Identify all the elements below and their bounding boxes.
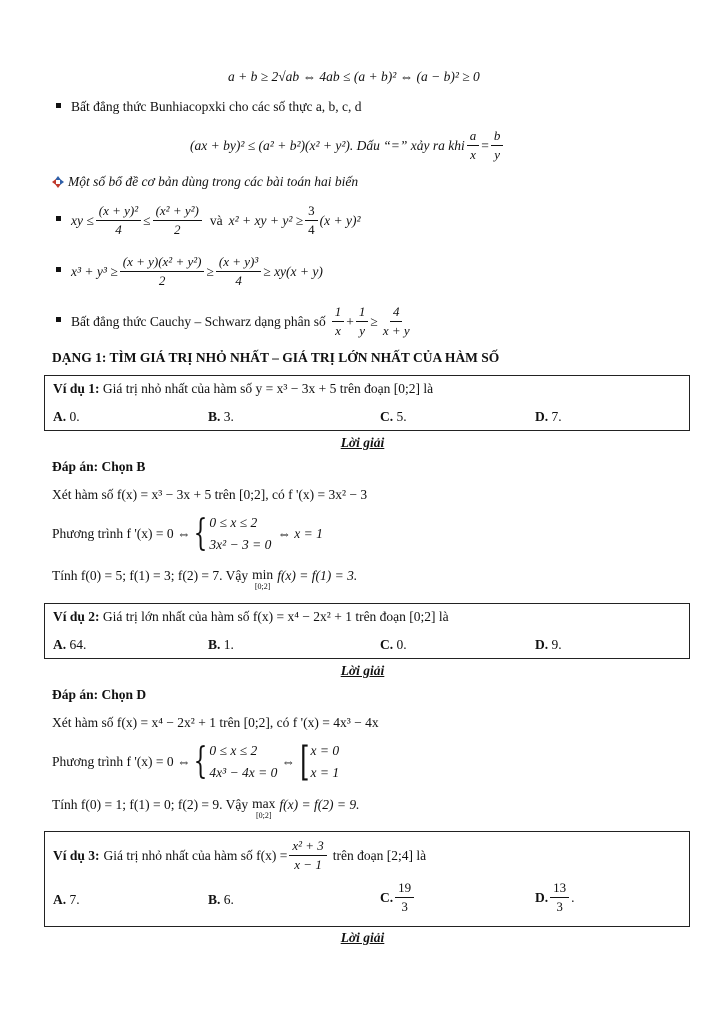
frac-den: 3 — [556, 899, 563, 915]
ex2-option-b — [208, 637, 234, 653]
frac-den: 2 — [158, 273, 166, 289]
frac-4-xy — [380, 304, 413, 340]
frac-num: b — [491, 128, 504, 146]
option-key: B. — [208, 409, 221, 424]
option-value: 6. — [223, 892, 234, 907]
lemma-2-end: ≥ xy(x + y) — [263, 263, 323, 279]
lemma-1-mid: x² + xy + y² ≥ — [228, 212, 304, 228]
example-1-label: Ví dụ 1: — [53, 381, 100, 396]
example-2-label: Ví dụ 2: — [53, 609, 100, 624]
ex3-option-d — [535, 880, 575, 916]
option-d-fraction — [550, 880, 569, 916]
bode-heading-row — [52, 174, 358, 190]
example-3-question-end: trên đoạn [2;4] là — [332, 847, 427, 863]
left-bracket: [ — [300, 739, 310, 785]
example-1-question-row — [53, 381, 433, 397]
system-line-1: 0 ≤ x ≤ 2 — [209, 743, 258, 758]
equivalence-arrow: ⇔ — [281, 754, 295, 769]
ex2-option-a — [53, 637, 86, 653]
le-sign: ≤ — [143, 212, 151, 228]
frac-den: y — [359, 323, 366, 339]
option-value: 7. — [69, 892, 80, 907]
bunhia-bullet — [56, 99, 362, 115]
option-key: C. — [380, 409, 394, 424]
frac-num: (x² + y²) — [153, 203, 202, 221]
frac-den: 2 — [173, 222, 181, 238]
frac-den: x — [335, 323, 341, 339]
equals-sign: = — [481, 137, 489, 153]
fraction-a-x — [467, 128, 480, 164]
frac-num: 13 — [550, 880, 569, 898]
frac-num: (x + y)² — [96, 203, 141, 221]
ex1-line1: Xét hàm số f(x) = x³ − 3x + 5 trên [0;2], có f '(x) = 3x² − 3 — [52, 487, 368, 502]
plus-sign: + — [346, 313, 354, 329]
option-value: 9. — [551, 637, 562, 652]
ex2-conclusion — [52, 797, 360, 820]
ex2-answer: Đáp án: Chọn D — [52, 687, 147, 702]
and-word: và — [209, 212, 223, 228]
option-value: 0. — [396, 637, 407, 652]
ex3-function-fraction — [289, 838, 326, 874]
ex1-option-d — [535, 409, 562, 425]
frac-num: 1 — [356, 304, 369, 322]
ex3-option-c — [380, 880, 416, 916]
root-2: x = 1 — [310, 765, 340, 780]
frac-den: 3 — [401, 899, 408, 915]
system-line-1: 0 ≤ x ≤ 2 — [209, 515, 258, 530]
frac-num: x² + 3 — [289, 838, 326, 856]
bullet-icon — [56, 216, 61, 221]
max-range: [0;2] — [256, 810, 272, 820]
frac-1-y — [356, 304, 369, 340]
system-line-2: 3x² − 3 = 0 — [209, 537, 272, 552]
ex2-equation-row — [52, 740, 339, 784]
frac-num: 4 — [390, 304, 403, 322]
option-key: A. — [53, 637, 67, 652]
option-value: 1. — [223, 637, 234, 652]
option-key: C. — [380, 889, 394, 905]
four-way-arrow-icon — [52, 176, 64, 188]
ex2-system — [209, 740, 277, 784]
lemma-1-frac-2 — [153, 203, 202, 239]
lemma-2 — [56, 254, 323, 290]
system-line-2: 4x³ − 4x = 0 — [209, 765, 278, 780]
lemma-1-end: (x + y)² — [319, 212, 361, 228]
option-value: 5. — [396, 409, 407, 424]
bunhia-label: Bất đẳng thức Bunhiacopxki cho các số thực a, b, c, d — [71, 99, 362, 114]
frac-den: 4 — [308, 222, 315, 238]
ge-sign: ≥ — [206, 263, 214, 279]
example-3-box — [44, 831, 690, 927]
ex1-solution-title: Lời giải — [340, 435, 385, 450]
ex1-option-b — [208, 409, 234, 425]
ex1-system — [209, 512, 271, 556]
ex1-option-c — [380, 409, 407, 425]
bullet-icon — [56, 267, 61, 272]
frac-num: (x + y)³ — [216, 254, 261, 272]
cauchy-schwarz-label: Bất đẳng thức Cauchy – Schwarz dạng phân số — [71, 313, 326, 329]
frac-den: x − 1 — [294, 857, 322, 873]
bunhia-formula: (ax + by)² ≤ (a² + b²)(x² + y²). Dấu “=” xảy ra khi — [190, 137, 465, 153]
ex1-calc: Tính f(0) = 5; f(1) = 3; f(2) = 7. Vậy — [52, 568, 249, 583]
ex1-tail: f(x) = f(1) = 3. — [277, 568, 358, 583]
lemma-1-start: xy ≤ — [71, 212, 94, 228]
frac-num: (x + y)(x² + y²) — [120, 254, 205, 272]
option-value: 7. — [551, 409, 562, 424]
min-word: min — [252, 567, 274, 582]
example-3-question-start: Giá trị nhỏ nhất của hàm số f(x) = — [103, 847, 288, 863]
ex2-option-c — [380, 637, 407, 653]
option-key: B. — [208, 892, 221, 907]
ex2-pt-label: Phương trình f '(x) = 0 ⇔ — [52, 754, 191, 769]
bullet-icon — [56, 103, 61, 108]
ex1-answer: Đáp án: Chọn B — [52, 459, 146, 474]
example-2-box — [44, 603, 690, 659]
frac-1-x — [332, 304, 345, 340]
option-key: B. — [208, 637, 221, 652]
ex1-min-operator — [252, 568, 273, 591]
example-2-question-row — [53, 609, 449, 625]
frac-num: 19 — [395, 880, 414, 898]
lemma-2-start: x³ + y³ ≥ — [71, 263, 118, 279]
option-d-period: . — [571, 889, 575, 905]
option-key: D. — [535, 637, 549, 652]
frac-den: y — [494, 147, 501, 163]
max-word: max — [252, 796, 276, 811]
ex2-calc: Tính f(0) = 1; f(1) = 0; f(2) = 9. Vậy — [52, 797, 249, 812]
lemma-1-frac-1 — [96, 203, 141, 239]
frac-den: 4 — [115, 222, 122, 238]
bode-heading: Một số bổ đề cơ bản dùng trong các bài toán hai biến — [68, 174, 359, 189]
ex2-max-operator — [252, 797, 275, 820]
option-key: D. — [535, 889, 549, 905]
frac-den: x — [470, 147, 476, 163]
left-brace: { — [193, 741, 207, 782]
frac-den: x + y — [382, 323, 410, 339]
fraction-b-y — [491, 128, 504, 164]
lemma-1 — [56, 203, 361, 239]
ex1-conclusion — [52, 568, 357, 591]
ex2-solution-title: Lời giải — [340, 663, 385, 678]
bullet-icon — [56, 317, 61, 322]
ex2-line1: Xét hàm số f(x) = x⁴ − 2x² + 1 trên [0;2], có f '(x) = 4x³ − 4x — [52, 715, 379, 730]
lemma-2-frac-2 — [216, 254, 261, 290]
option-key: A. — [53, 409, 67, 424]
example-3-question-row — [53, 838, 426, 874]
ex1-result: ⇔ x = 1 — [277, 526, 323, 541]
ex2-tail: f(x) = f(2) = 9. — [279, 797, 360, 812]
min-range: [0;2] — [254, 581, 271, 591]
root-1: x = 0 — [310, 743, 340, 758]
frac-num: 1 — [332, 304, 345, 322]
ex1-equation-row — [52, 512, 323, 556]
am-gm-inequality: a + b ≥ 2√ab ⇔ 4ab ≤ (a + b)² ⇔ (a − b)² ≥ 0 — [228, 69, 480, 84]
ge-sign: ≥ — [370, 313, 378, 329]
lemma-3 — [56, 304, 415, 340]
option-key: C. — [380, 637, 394, 652]
example-1-box — [44, 375, 690, 431]
option-value: 0. — [69, 409, 80, 424]
example-2-question: Giá trị lớn nhất của hàm số f(x) = x⁴ − 2x² + 1 trên đoạn [0;2] là — [102, 609, 449, 624]
lemma-2-frac-1 — [120, 254, 205, 290]
left-brace: { — [193, 513, 207, 554]
section-title: DẠNG 1: TÌM GIÁ TRỊ NHỎ NHẤT – GIÁ TRỊ LỚN NHẤT CỦA HÀM SỐ — [52, 350, 500, 365]
bunhia-formula-row — [190, 128, 505, 164]
option-value: 64. — [69, 637, 87, 652]
ex1-option-a — [53, 409, 80, 425]
frac-num: a — [467, 128, 480, 146]
lemma-1-frac-3 — [305, 203, 318, 239]
frac-den: 4 — [235, 273, 242, 289]
example-3-label: Ví dụ 3: — [53, 847, 100, 863]
ex2-roots — [311, 740, 340, 784]
option-key: D. — [535, 409, 549, 424]
option-value: 3. — [223, 409, 234, 424]
ex3-option-b — [208, 892, 234, 908]
example-1-question: Giá trị nhỏ nhất của hàm số y = x³ − 3x + 5 trên đoạn [0;2] là — [102, 381, 434, 396]
option-key: A. — [53, 892, 67, 907]
ex1-pt-label: Phương trình f '(x) = 0 ⇔ — [52, 526, 191, 541]
ex3-solution-title: Lời giải — [340, 930, 385, 945]
option-c-fraction — [395, 880, 414, 916]
frac-num: 3 — [305, 203, 318, 221]
ex2-option-d — [535, 637, 562, 653]
ex3-option-a — [53, 892, 80, 908]
